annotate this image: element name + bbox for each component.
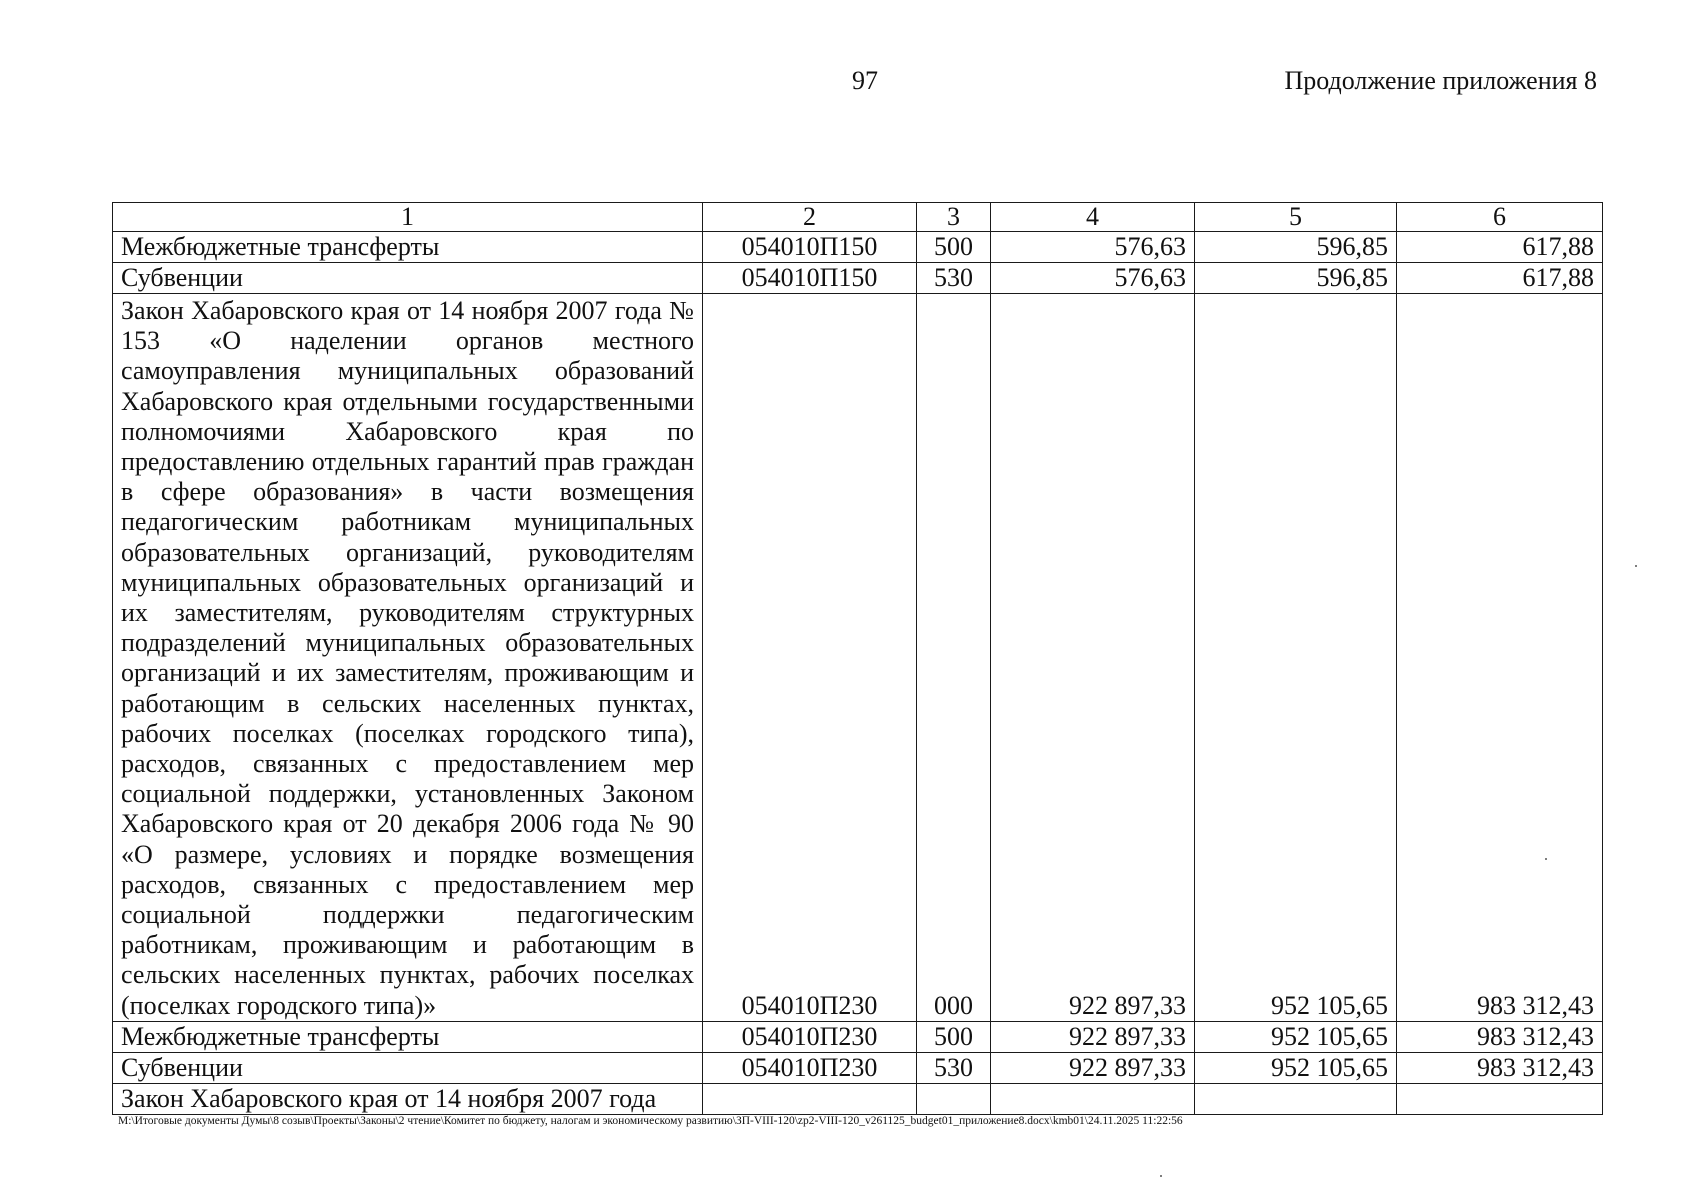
expense-type-code: 500 [917, 1021, 991, 1052]
row-name: Субвенции [113, 263, 703, 294]
amount-year-1 [991, 1083, 1195, 1114]
target-code [703, 1083, 917, 1114]
column-number: 2 [703, 203, 917, 232]
amount-year-2: 952 105,65 [1195, 294, 1397, 1022]
amount-year-1: 922 897,33 [991, 294, 1195, 1022]
budget-table [112, 202, 1603, 1115]
amount-year-3: 983 312,43 [1397, 1052, 1603, 1083]
table-row [113, 1083, 1603, 1114]
target-code: 054010П150 [703, 232, 917, 263]
scan-speck [1635, 565, 1637, 567]
amount-year-1: 922 897,33 [991, 1052, 1195, 1083]
table-row [113, 1021, 1603, 1052]
row-name: Межбюджетные трансферты [113, 232, 703, 263]
amount-year-2 [1195, 1083, 1397, 1114]
amount-year-3: 983 312,43 [1397, 294, 1603, 1022]
amount-year-3: 983 312,43 [1397, 1021, 1603, 1052]
column-number: 6 [1397, 203, 1603, 232]
expense-type-code: 530 [917, 1052, 991, 1083]
column-number: 1 [113, 203, 703, 232]
amount-year-1: 922 897,33 [991, 1021, 1195, 1052]
amount-year-3 [1397, 1083, 1603, 1114]
amount-year-3: 617,88 [1397, 263, 1603, 294]
amount-year-1: 576,63 [991, 263, 1195, 294]
target-code: 054010П230 [703, 1021, 917, 1052]
amount-year-2: 596,85 [1195, 232, 1397, 263]
amount-year-2: 952 105,65 [1195, 1052, 1397, 1083]
amount-year-3: 617,88 [1397, 232, 1603, 263]
amount-year-2: 952 105,65 [1195, 1021, 1397, 1052]
target-code: 054010П150 [703, 263, 917, 294]
row-name: Субвенции [113, 1052, 703, 1083]
target-code: 054010П230 [703, 294, 917, 1022]
amount-year-1: 576,63 [991, 232, 1195, 263]
expense-type-code: 000 [917, 294, 991, 1022]
row-name: Межбюджетные трансферты [113, 1021, 703, 1052]
amount-year-2: 596,85 [1195, 263, 1397, 294]
row-name: Закон Хабаровского края от 14 ноября 2007 года [113, 1083, 703, 1114]
column-number-row [113, 203, 1603, 232]
row-name: Закон Хабаровского края от 14 ноября 2007 года № 153 «О наделении органов местного самоуправления муниципальных образований Хабаровского края отдельными государственными полномочиями Хабаровского края по предоставлению отдельных гарантий прав граждан в сфере образования» в части возмещения педагогическим работникам муниципальных образовательных организаций, руководителям муниципальных образовательных организаций и их заместителям, руководителям структурных подразделений муниципальных образовательных организаций и их заместителям, проживающим и работающим в сельских населенных пунктах, рабочих поселках (поселках городского типа), расходов, связанных с предоставлением мер социальной поддержки, установленных Законом Хабаровского края от 20 декабря 2006 года № 90 «О размере, условиях и порядке возмещения расходов, связанных с предоставлением мер социальной поддержки педагогическим работникам, проживающим и работающим в сельских населенных пунктах, рабочих поселках (поселках городского типа)» [113, 294, 703, 1022]
target-code: 054010П230 [703, 1052, 917, 1083]
column-number: 4 [991, 203, 1195, 232]
scan-speck [1545, 858, 1547, 860]
expense-type-code: 530 [917, 263, 991, 294]
table-row [113, 1052, 1603, 1083]
expense-type-code [917, 1083, 991, 1114]
appendix-title: Продолжение приложения 8 [1284, 66, 1597, 95]
scan-speck [1160, 1175, 1162, 1177]
table-row [113, 263, 1603, 294]
column-number: 5 [1195, 203, 1397, 232]
footer-file-path: M:\Итоговые документы Думы\8 созыв\Проекты\Законы\2 чтение\Комитет по бюджету, налогам и экономическому развитию\ЗП-VIII-120\zp2-VIII-120_v261125_budget01_приложение8.docx\kmb01\24.11.2025 11:22:56 [118, 1115, 1183, 1127]
table-row [113, 294, 1603, 1022]
table-row [113, 232, 1603, 263]
expense-type-code: 500 [917, 232, 991, 263]
page-number: 97 [852, 66, 878, 95]
column-number: 3 [917, 203, 991, 232]
